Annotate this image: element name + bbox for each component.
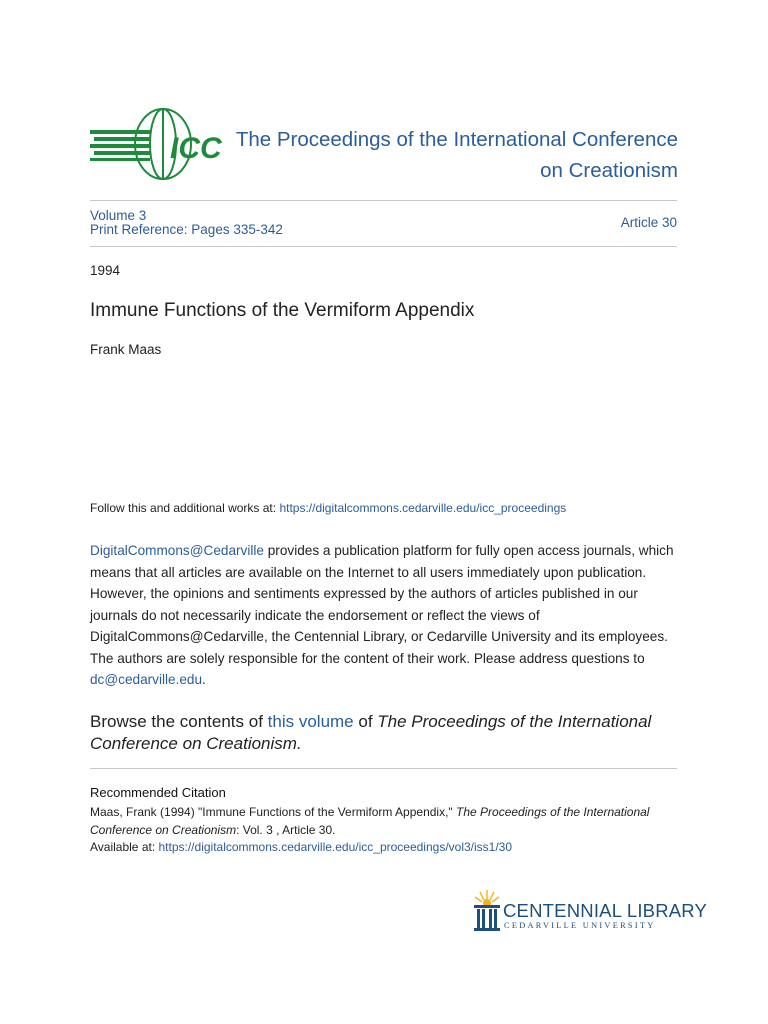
cedarville-university-subtitle: CEDARVILLE UNIVERSITY bbox=[504, 921, 656, 930]
article-number[interactable]: Article 30 bbox=[620, 215, 677, 230]
volume-block bbox=[90, 209, 283, 237]
journal-title[interactable] bbox=[218, 124, 678, 186]
available-at-label: Available at: bbox=[90, 840, 159, 854]
access-statement bbox=[90, 540, 680, 691]
centennial-library-logo[interactable] bbox=[472, 888, 708, 936]
publication-year: 1994 bbox=[90, 263, 121, 278]
browse-journal-name: The Proceedings of the International Conference on Creationism bbox=[90, 712, 652, 753]
citation-part-2: : Vol. 3 , Article 30. bbox=[236, 822, 336, 837]
header-divider-bottom bbox=[90, 246, 677, 247]
centennial-library-name: CENTENNIAL LIBRARY bbox=[503, 900, 708, 921]
article-title: Immune Functions of the Vermiform Appendix bbox=[90, 300, 475, 321]
citation-url-link[interactable]: https://digitalcommons.cedarville.edu/icc_proceedings/vol3/iss1/30 bbox=[158, 840, 513, 854]
icc-globe-logo-icon bbox=[88, 106, 230, 182]
icc-logo-text: ICC bbox=[170, 132, 222, 165]
follow-text: Follow this and additional works at: bbox=[90, 501, 280, 515]
citation-divider bbox=[90, 768, 677, 769]
journal-title-line-1[interactable]: The Proceedings of the International Conference bbox=[235, 128, 678, 151]
print-reference: Print Reference: Pages 335-342 bbox=[90, 222, 283, 237]
statement-end: . bbox=[202, 672, 206, 687]
citation-text bbox=[90, 804, 690, 857]
library-column-icon bbox=[472, 888, 502, 934]
follow-line bbox=[90, 501, 566, 515]
author-name: Frank Maas bbox=[90, 342, 162, 357]
recommended-citation-heading: Recommended Citation bbox=[90, 785, 226, 800]
statement-body: provides a publication platform for fully open access journals, which means that all articles are available on the Internet to all users immediately upon publication. However, the opinions and sentiments expressed by the authors of articles published in our journals do not necessarily indicate the endorsement or reflect the views of DigitalCommons@Cedarville, the Centennial Library, or Cedarville University and its employees. The authors are solely responsible for the content of their work. Please address questions to bbox=[90, 543, 674, 666]
browse-prefix: Browse the contents of bbox=[90, 712, 268, 731]
citation-journal: The Proceedings of the International Conference on Creationism bbox=[90, 805, 650, 837]
browse-end: . bbox=[296, 733, 302, 753]
browse-contents bbox=[90, 711, 690, 754]
citation-part-1: Maas, Frank (1994) "Immune Functions of the Vermiform Appendix," bbox=[90, 805, 457, 819]
follow-url-link[interactable]: https://digitalcommons.cedarville.edu/icc_proceedings bbox=[279, 501, 567, 515]
this-volume-link[interactable]: this volume bbox=[267, 712, 354, 731]
icc-logo bbox=[88, 106, 230, 182]
header-divider-top bbox=[90, 200, 677, 201]
journal-title-line-2[interactable]: on Creationism bbox=[540, 159, 678, 182]
volume-link[interactable]: Volume 3 bbox=[90, 208, 147, 223]
email-link[interactable]: dc@cedarville.edu bbox=[90, 672, 203, 687]
digitalcommons-link[interactable]: DigitalCommons@Cedarville bbox=[90, 543, 264, 558]
browse-mid: of bbox=[353, 712, 378, 731]
